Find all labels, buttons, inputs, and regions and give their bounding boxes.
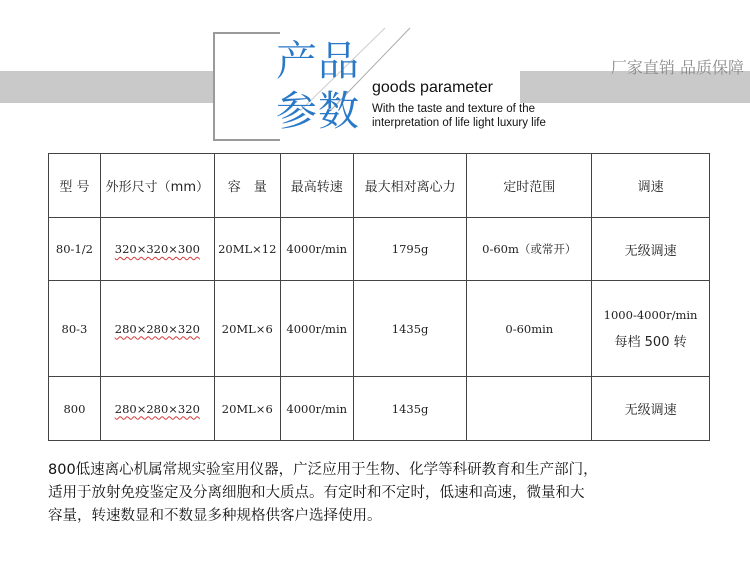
cell-capacity: 20ML×12 — [214, 218, 280, 281]
cell-max-rcf: 1435g — [353, 377, 467, 441]
cell-model: 80-1/2 — [49, 218, 101, 281]
header-timer: 定时范围 — [467, 154, 592, 218]
page-title: 产品 参数 — [276, 37, 360, 135]
table-row — [49, 218, 710, 281]
cell-model: 80-3 — [49, 281, 101, 377]
slogan: 厂家直销 品质保障 — [610, 58, 744, 77]
page-subtitle: goods parameter — [372, 79, 493, 96]
cell-timer — [467, 377, 592, 441]
title-frame — [213, 32, 280, 141]
header-capacity: 容 量 — [214, 154, 280, 218]
cell-speed-control: 无级调速 — [592, 377, 710, 441]
header-max-rcf: 最大相对离心力 — [353, 154, 467, 218]
header-model: 型 号 — [49, 154, 101, 218]
cell-capacity: 20ML×6 — [214, 281, 280, 377]
cell-max-speed: 4000r/min — [280, 281, 353, 377]
spec-table — [48, 153, 710, 441]
cell-max-rcf: 1795g — [353, 218, 467, 281]
header-max-speed: 最高转速 — [280, 154, 353, 218]
cell-max-speed: 4000r/min — [280, 218, 353, 281]
header-speed-control: 调速 — [592, 154, 710, 218]
table-header-row — [49, 154, 710, 218]
product-description: 800低速离心机属常规实验室用仪器，广泛应用于生物、化学等科研教育和生产部门， 适用于放射免疫鉴定及分离细胞和大质点。有定时和不定时，低速和高速，微量和大 容量，转速数显和不数显多种规格供客户选择使用。 — [48, 462, 598, 524]
cell-max-rcf: 1435g — [353, 281, 467, 377]
page-tagline: With the taste and texture of the interpretation of life light luxury life — [372, 103, 546, 129]
cell-dimensions: 280×280×320 — [100, 377, 214, 441]
cell-max-speed: 4000r/min — [280, 377, 353, 441]
table-row — [49, 377, 710, 441]
header-dimensions: 外形尺寸（mm） — [100, 154, 214, 218]
cell-timer: 0-60m（或常开） — [467, 218, 592, 281]
cell-capacity: 20ML×6 — [214, 377, 280, 441]
table-row — [49, 281, 710, 377]
cell-dimensions: 320×320×300 — [100, 218, 214, 281]
cell-timer: 0-60min — [467, 281, 592, 377]
cell-speed-control: 1000-4000r/min 每档 500 转 — [592, 281, 710, 377]
cell-dimensions: 280×280×320 — [100, 281, 214, 377]
cell-speed-control: 无级调速 — [592, 218, 710, 281]
cell-model: 800 — [49, 377, 101, 441]
